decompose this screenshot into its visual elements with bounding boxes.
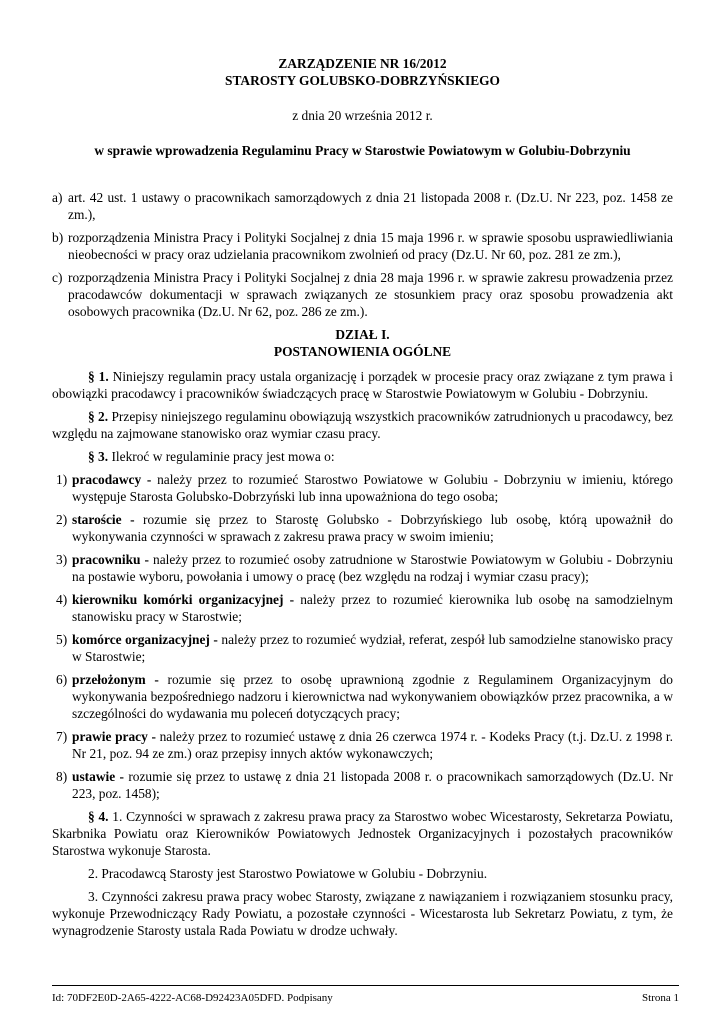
definition-label: 3) <box>56 552 68 567</box>
document-title-line2: STAROSTY GOLUBSKO-DOBRZYŃSKIEGO <box>225 73 500 88</box>
paragraph-text: Niniejszy regulamin pracy ustala organizację i porządek w procesie pracy oraz związane z tym prawa i obowiązki pracodawcy i pracowników świadczących pracę w Starostwie Powiatowym w Golubiu - Dobrzyniu. <box>52 369 673 401</box>
definition-label: 7) <box>56 729 68 744</box>
definition-item <box>52 591 673 625</box>
document-date: z dnia 20 września 2012 r. <box>292 108 433 123</box>
definition-label: 4) <box>56 592 68 607</box>
definition-label: 1) <box>56 472 68 487</box>
paragraph-mark: § 3. <box>88 449 109 464</box>
legal-basis-label: c) <box>52 270 63 285</box>
paragraph-mark: § 4. <box>88 809 109 824</box>
paragraph-4-point-2: 2. Pracodawcą Starosty jest Starostwo Powiatowe w Golubiu - Dobrzyniu. <box>88 866 488 881</box>
definition-item <box>52 511 673 545</box>
definition-term: ustawie - <box>72 769 124 784</box>
legal-basis-list <box>52 189 673 320</box>
definition-term: pracowniku - <box>72 552 149 567</box>
definition-text: należy przez to rozumieć Starostwo Powiatowe w Golubiu - Dobrzyniu w imieniu, którego występuje Starosta Golubsko-Dobrzyński lub inna upoważniona do tego osoba; <box>72 472 674 504</box>
legal-basis-text: art. 42 ust. 1 ustawy o pracownikach samorządowych z dnia 21 listopada 2008 r. (Dz.U. Nr 223, poz. 1458 ze zm.), <box>68 190 673 222</box>
legal-basis-item <box>52 269 673 320</box>
legal-basis-text: rozporządzenia Ministra Pracy i Polityki Socjalnej z dnia 15 maja 1996 r. w sprawie sposobu usprawiedliwiania nieobecności w pracy oraz udzielania pracownikom zwolnień od pracy (Dz.U. Nr 60, poz. 281 ze zm.), <box>68 230 673 262</box>
legal-basis-label: a) <box>52 190 63 205</box>
definition-item <box>52 728 673 762</box>
page-number: Strona 1 <box>642 992 679 1004</box>
definition-item <box>52 768 673 802</box>
definition-item <box>52 631 673 665</box>
definition-term: staroście - <box>72 512 135 527</box>
document-subject: w sprawie wprowadzenia Regulaminu Pracy w Starostwie Powiatowym w Golubiu-Dobrzyniu <box>94 143 631 158</box>
paragraph-4 <box>52 808 673 859</box>
definition-text: rozumie się przez to ustawę z dnia 21 listopada 2008 r. o pracownikach samorządowych (Dz.U. Nr 223, poz. 1458); <box>72 769 673 801</box>
paragraph-text: Przepisy niniejszego regulaminu obowiązują wszystkich pracowników zatrudnionych u pracodawcy, bez względu na zajmowane stanowisko oraz wymiar czasu pracy. <box>52 409 673 441</box>
document-title-line1: ZARZĄDZENIE NR 16/2012 <box>278 56 447 71</box>
paragraph-text: Ilekroć w regulaminie pracy jest mowa o: <box>108 449 335 464</box>
legal-basis-label: b) <box>52 230 64 245</box>
paragraph-mark: § 1. <box>88 369 109 384</box>
paragraph-3 <box>52 448 673 465</box>
section-heading-line2: POSTANOWIENIA OGÓLNE <box>273 344 452 359</box>
definition-text: rozumie się przez to Starostę Golubsko - Dobrzyńskiego lub osobę, którą upoważnił do wykonywania czynności w sprawach z zakresu prawa pracy w swoim imieniu; <box>72 512 674 544</box>
paragraph-mark: § 2. <box>88 409 109 424</box>
definition-term: prawie pracy - <box>72 729 156 744</box>
section-heading-line1: DZIAŁ I. <box>335 327 390 342</box>
definition-term: kierowniku komórki organizacyjnej - <box>72 592 295 607</box>
definition-text: należy przez to rozumieć wydział, referat, zespół lub samodzielne stanowisko pracy w Starostwie; <box>72 632 673 664</box>
definition-label: 2) <box>56 512 68 527</box>
definition-item <box>52 551 673 585</box>
definition-label: 5) <box>56 632 68 647</box>
definition-term: komórce organizacyjnej - <box>72 632 218 647</box>
definition-item <box>52 471 673 505</box>
definition-text: należy przez to rozumieć osoby zatrudnione w Starostwie Powiatowym w Golubiu - Dobrzyniu na postawie wyboru, powołania i umowy o pracę (bez względu na rodzaj i wymiar czasu pracy); <box>72 552 674 584</box>
definition-term: pracodawcy - <box>72 472 152 487</box>
paragraph-2 <box>52 408 673 442</box>
definition-label: 6) <box>56 672 68 687</box>
definition-label: 8) <box>56 769 68 784</box>
page-footer <box>52 985 679 1005</box>
document-body <box>52 55 673 945</box>
paragraph-4-point-3: 3. Czynności zakresu prawa pracy wobec Starosty, związane z nawiązaniem i rozwiązaniem stosunku pracy, wykonuje Przewodniczący Rady Powiatu, a pozostałe czynności - Wicestarosta lub Sekretarz Powiatu, z tym, że wynagrodzenie Starosty ustala Rada Powiatu w drodze uchwały. <box>52 889 673 938</box>
legal-basis-item <box>52 229 673 263</box>
definition-text: należy przez to rozumieć ustawę z dnia 26 czerwca 1974 r. - Kodeks Pracy (t.j. Dz.U. z 1998 r. Nr 21, poz. 94 ze zm.) oraz przepisy innych aktów wykonawczych; <box>72 729 673 761</box>
legal-basis-text: rozporządzenia Ministra Pracy i Polityki Socjalnej z dnia 28 maja 1996 r. w sprawie zakresu prowadzenia przez pracodawców dokumentacji w sprawach związanych ze stosunkiem pracy oraz sposobu prowadzenia akt osobowych pracownika (Dz.U. Nr 62, poz. 286 ze zm.). <box>68 270 673 319</box>
definition-item <box>52 671 673 722</box>
definition-text: rozumie się przez to osobę uprawnioną zgodnie z Regulaminem Organizacyjnym do wykonywania bezpośredniego nadzoru i kierownictwa nad wykonywaniem obowiązków przez pracownika, a w szczególności do wydawania mu poleceń dotyczących pracy; <box>72 672 673 721</box>
legal-basis-item <box>52 189 673 223</box>
document-id: Id: 70DF2E0D-2A65-4222-AC68-D92423A05DFD. Podpisany <box>52 992 333 1004</box>
paragraph-text: 1. Czynności w sprawach z zakresu prawa pracy za Starostwo wobec Wicestarosty, Sekretarza Powiatu, Skarbnika Powiatu oraz Kierowników Powiatowych Jednostek Organizacyjnych i pozostałych pracowników Starostwa wykonuje Starosta. <box>52 809 673 858</box>
definition-text: należy przez to rozumieć kierownika lub osobę na samodzielnym stanowisku pracy w Starostwie; <box>72 592 673 624</box>
paragraph-1 <box>52 368 673 402</box>
definitions-list <box>52 471 673 802</box>
definition-term: przełożonym - <box>72 672 159 687</box>
